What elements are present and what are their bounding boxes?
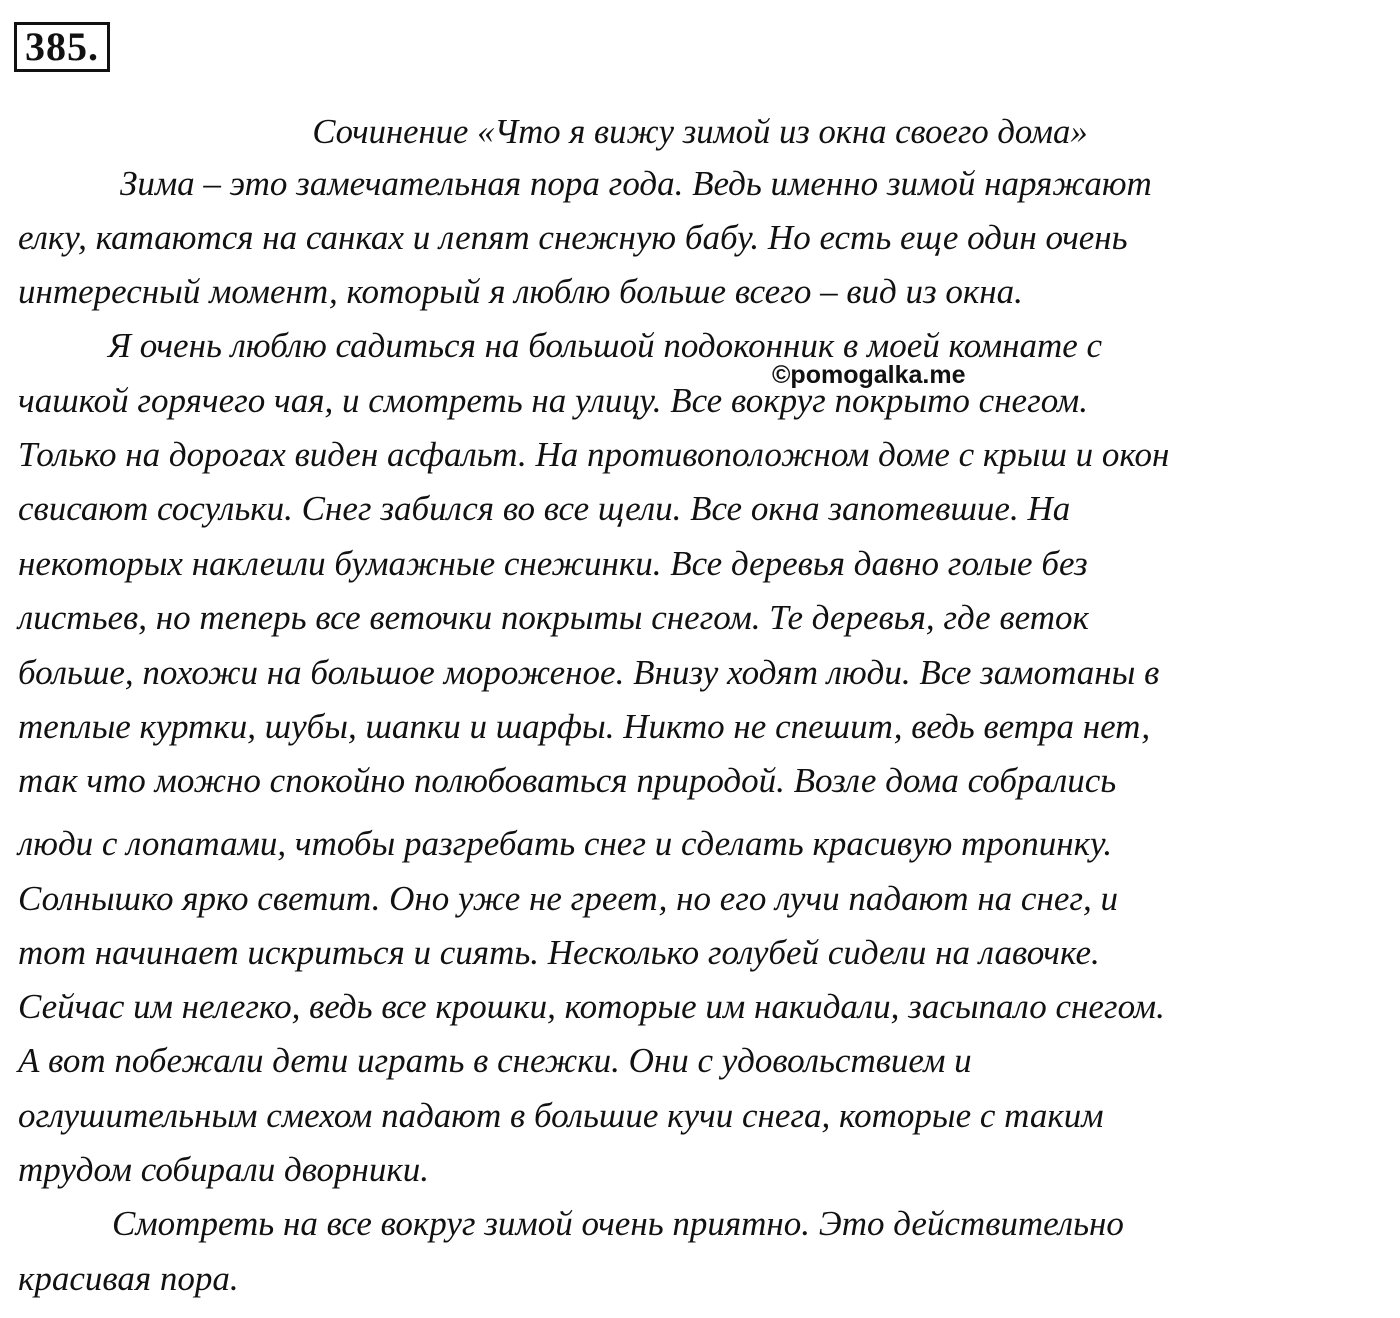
essay-line: елку, катаются на санках и лепят снежную бабу. Но есть еще один очень (18, 218, 1128, 257)
essay-line: красивая пора. (18, 1259, 239, 1298)
essay-line: Сейчас им нелегко, ведь все крошки, которые им накидали, засыпало снегом. (18, 987, 1165, 1026)
essay-line: теплые куртки, шубы, шапки и шарфы. Никто не спешит, ведь ветра нет, (18, 707, 1151, 746)
essay-line: интересный момент, который я люблю больше всего – вид из окна. (18, 272, 1023, 311)
essay-line: Зима – это замечательная пора года. Ведь именно зимой наряжают (120, 164, 1152, 203)
essay-line: Я очень люблю садиться на большой подоконник в моей комнате с (108, 326, 1103, 365)
essay-line: Смотреть на все вокруг зимой очень приятно. Это действительно (112, 1204, 1124, 1243)
essay-line: Солнышко ярко светит. Оно уже не греет, но его лучи падают на снег, и (18, 879, 1119, 918)
essay-line: некоторых наклеили бумажные снежинки. Все деревья давно голые без (18, 544, 1088, 583)
essay-line: люди с лопатами, чтобы разгребать снег и сделать красивую тропинку. (18, 824, 1113, 863)
essay-line: Только на дорогах виден асфальт. На противоположном доме с крыш и окон (18, 435, 1170, 474)
essay-line: свисают сосульки. Снег забился во все щели. Все окна запотевшие. На (18, 489, 1071, 528)
essay-line: больше, похожи на большое мороженое. Внизу ходят люди. Все замотаны в (18, 653, 1160, 692)
essay-line: чашкой горячего чая, и смотреть на улицу. Все вокруг покрыто снегом. (18, 381, 1088, 420)
essay-line: так что можно спокойно полюбоваться природой. Возле дома собрались (18, 761, 1117, 800)
essay-line: трудом собирали дворники. (18, 1150, 429, 1189)
essay-line: оглушительным смехом падают в большие кучи снега, которые с таким (18, 1096, 1104, 1135)
essay-title: Сочинение «Что я вижу зимой из окна своего дома» (312, 112, 1088, 151)
essay-line: тот начинает искриться и сиять. Несколько голубей сидели на лавочке. (18, 933, 1100, 972)
essay-line: листьев, но теперь все веточки покрыты снегом. Те деревья, где веток (18, 598, 1089, 637)
watermark-text: ©pomogalka.me (772, 361, 966, 389)
task-number-box: 385. (14, 22, 110, 72)
essay-line: А вот побежали дети играть в снежки. Они с удовольствием и (18, 1041, 972, 1080)
